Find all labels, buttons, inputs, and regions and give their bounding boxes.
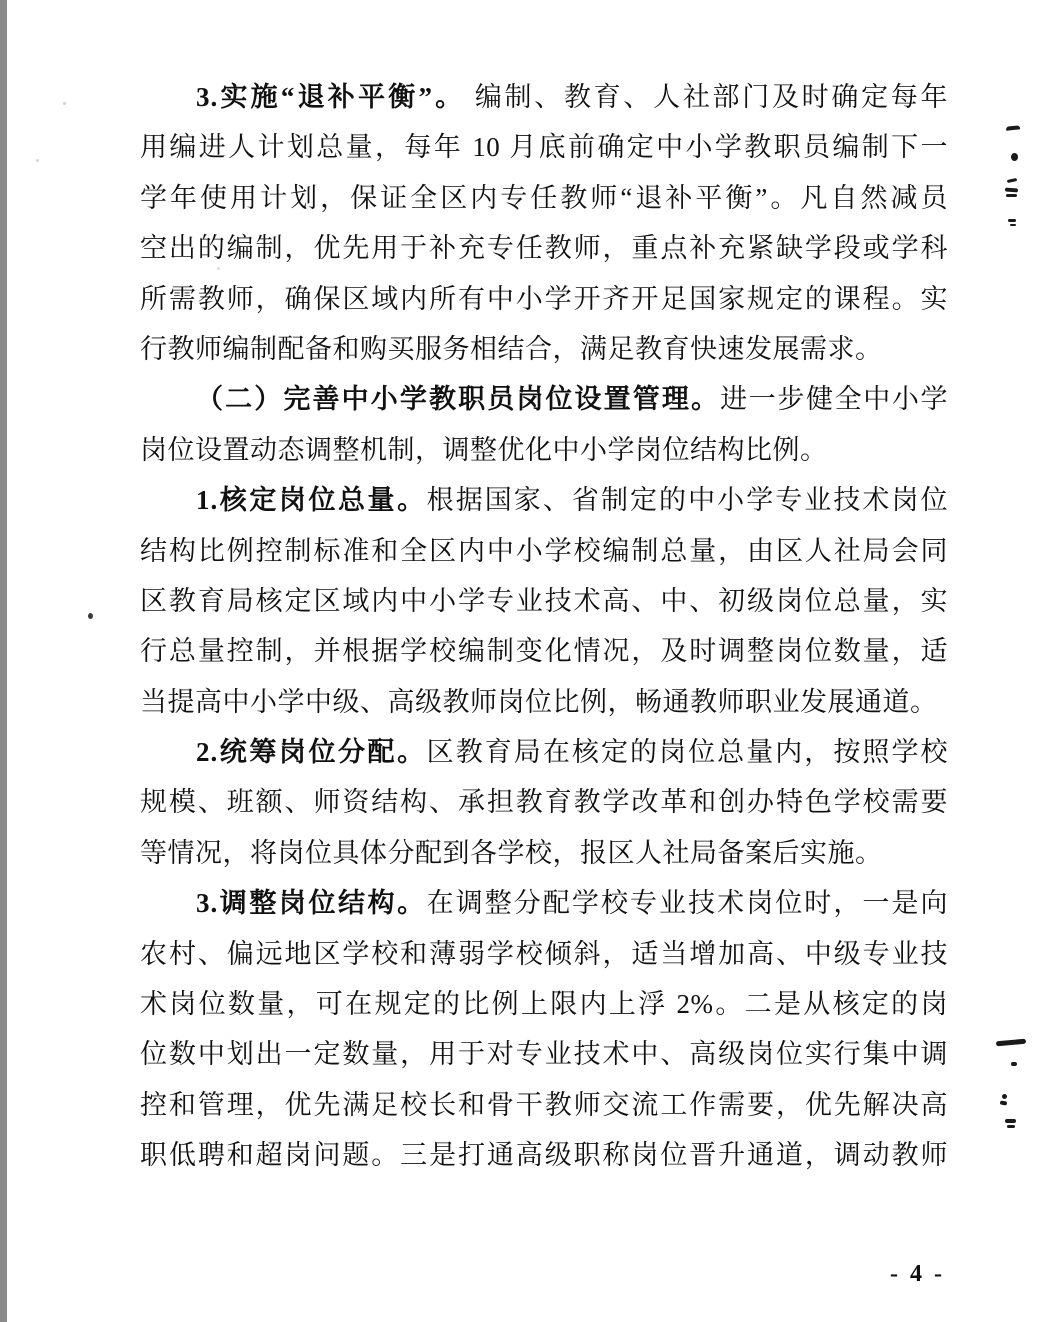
page-number: - 4 - <box>890 1261 945 1287</box>
scan-artifact <box>1011 153 1018 161</box>
line-text: 编制、教育、人社部门及时确定每年 <box>465 82 948 112</box>
scan-speck <box>36 159 39 162</box>
scan-speck <box>88 613 93 619</box>
scan-artifact <box>1006 194 1017 197</box>
scan-artifact <box>1007 1125 1015 1128</box>
text-line <box>140 1080 948 1130</box>
text-line <box>140 1130 948 1180</box>
line-text: 岗位设置动态调整机制，调整优化中小学岗位结构比例。 <box>140 434 828 465</box>
scan-artifact <box>1010 224 1016 226</box>
document-body <box>140 72 948 1181</box>
text-line <box>140 576 948 626</box>
text-line <box>140 878 948 928</box>
line-text: 所需教师，确保区域内所有中小学开齐开足国家规定的课程。实 <box>140 283 948 314</box>
line-lead-bold: 2.统筹岗位分配。 <box>196 737 427 768</box>
scan-artifact <box>1006 125 1020 130</box>
line-text: 空出的编制，优先用于补充专任教师，重点补充紧缺学段或学科 <box>140 233 948 264</box>
scan-speck <box>217 267 220 270</box>
line-lead-bold: （二）完善中小学教职员岗位设置管理。 <box>196 384 721 415</box>
line-text: 根据国家、省制定的中小学专业技术岗位 <box>426 485 948 516</box>
line-text: 学年使用计划，保证全区内专任教师“退补平衡”。凡自然减员 <box>140 182 948 213</box>
scan-artifact <box>1007 178 1017 183</box>
text-line <box>140 777 948 827</box>
scan-artifact <box>1005 1119 1016 1123</box>
text-line <box>140 929 948 979</box>
scan-edge-bar <box>0 0 7 1322</box>
line-text: 等情况，将岗位具体分配到各学校，报区人社局备案后实施。 <box>140 837 883 868</box>
line-text: 控和管理，优先满足校长和骨干教师交流工作需要，优先解决高 <box>140 1089 948 1120</box>
text-line <box>140 828 948 878</box>
line-text: 区教育局在核定的岗位总量内，按照学校 <box>426 737 948 768</box>
scan-artifact <box>996 1039 1026 1047</box>
text-line <box>140 626 948 676</box>
line-text: 区教育局核定区域内中小学专业技术高、中、初级岗位总量，实 <box>140 585 948 616</box>
text-line <box>140 274 948 324</box>
text-line <box>140 677 948 727</box>
text-line <box>140 979 948 1029</box>
line-text: 进一步健全中小学 <box>720 384 948 415</box>
line-text: 规模、班额、师资结构、承担教育教学改革和创办特色学校需要 <box>140 787 948 818</box>
text-line <box>140 122 948 172</box>
text-line <box>140 324 948 374</box>
line-text: 职低聘和超岗问题。三是打通高级职称岗位晋升通道，调动教师 <box>140 1140 948 1171</box>
line-text: 在调整分配学校专业技术岗位时，一是向 <box>426 888 948 919</box>
line-text: 术岗位数量，可在规定的比例上限内上浮 2%。二是从核定的岗 <box>140 989 948 1020</box>
line-text: 当提高中小学中级、高级教师岗位比例，畅通教师职业发展通道。 <box>140 686 938 717</box>
scan-artifact <box>1000 1100 1008 1105</box>
line-lead-bold: 3.调整岗位结构。 <box>196 888 427 919</box>
line-text: 农村、偏远地区学校和薄弱学校倾斜，适当增加高、中级专业技 <box>140 938 948 969</box>
scan-artifact <box>1011 1062 1017 1066</box>
line-text: 用编进人计划总量，每年 10 月底前确定中小学教职员编制下一 <box>140 132 948 163</box>
line-text: 结构比例控制标准和全区内中小学校编制总量，由区人社局会同 <box>140 535 948 566</box>
line-text: 位数中划出一定数量，用于对专业技术中、高级岗位实行集中调 <box>140 1039 948 1070</box>
line-lead-bold: 3.实施“退补平衡”。 <box>196 82 466 112</box>
text-line <box>140 223 948 273</box>
text-line <box>140 526 948 576</box>
scan-speck <box>63 102 66 105</box>
text-line <box>140 374 948 424</box>
text-line <box>140 727 948 777</box>
scan-artifact <box>1008 219 1016 222</box>
scan-artifact <box>1005 188 1018 193</box>
line-text: 行总量控制，并根据学校编制变化情况，及时调整岗位数量，适 <box>140 636 948 667</box>
text-line <box>140 425 948 475</box>
line-text: 行教师编制配备和购买服务相结合，满足教育快速发展需求。 <box>140 333 883 364</box>
text-line <box>140 475 948 525</box>
text-line <box>140 1029 948 1079</box>
text-line <box>140 72 948 122</box>
text-line <box>140 173 948 223</box>
scan-artifact <box>1002 1094 1007 1099</box>
line-lead-bold: 1.核定岗位总量。 <box>196 485 427 516</box>
